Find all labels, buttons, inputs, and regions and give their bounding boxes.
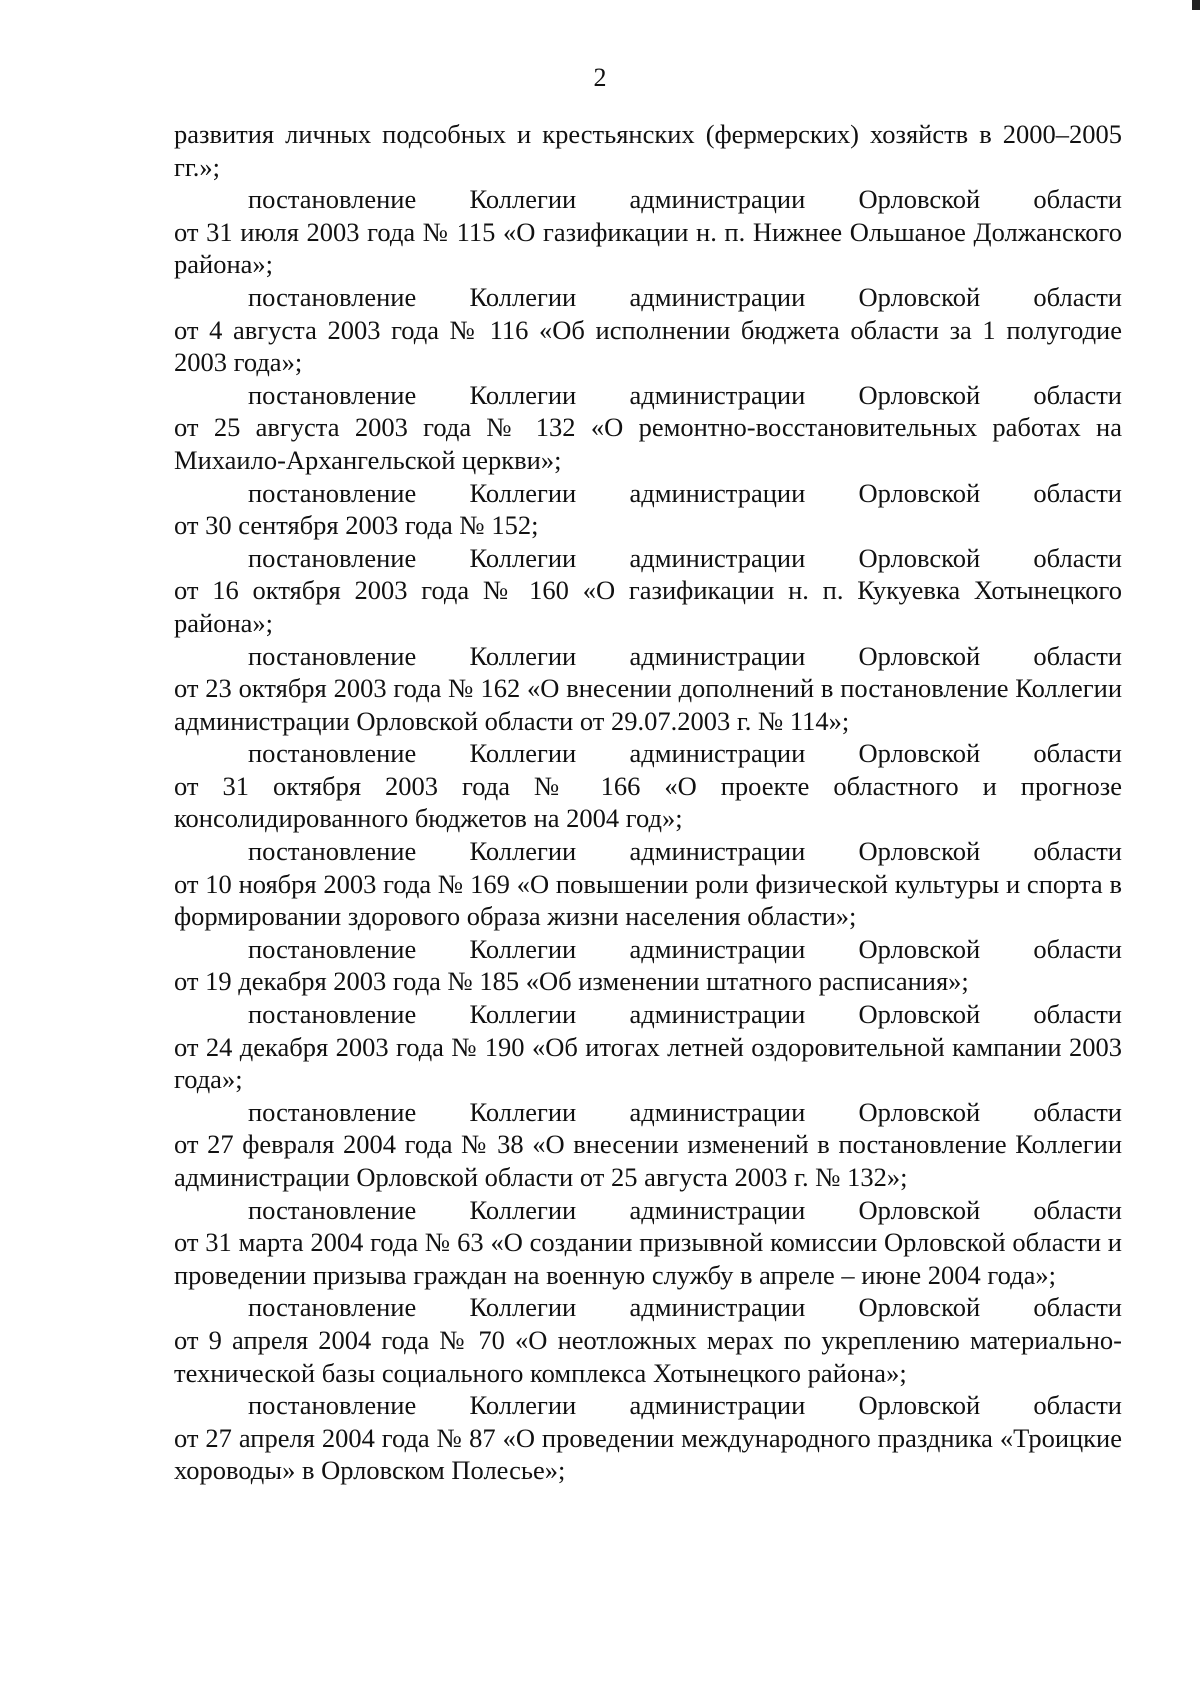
item-body: от 19 декабря 2003 года № 185 «Об изменении штатного расписания»;	[174, 966, 969, 997]
list-item	[174, 933, 1122, 998]
list-item	[174, 183, 1122, 281]
item-lead: постановление Коллегии администрации Орловской области	[248, 933, 1122, 964]
list-item	[174, 1291, 1122, 1389]
list-item	[174, 379, 1122, 477]
item-lead: постановление Коллегии администрации Орловской области	[248, 477, 1122, 508]
item-body: от 31 октября 2003 года № 166 «О проекте областного и прогнозе консолидированного бюджетов на 2004 год»;	[174, 770, 1122, 834]
item-body: от 16 октября 2003 года № 160 «О газификации н. п. Кукуевка Хотынецкого района»;	[174, 575, 1122, 638]
item-body: от 27 февраля 2004 года № 38 «О внесении изменений в постановление Коллегии администрации Орловской области от 25 августа 2003 г. № 132»;	[174, 1129, 1122, 1192]
item-lead: постановление Коллегии администрации Орловской области	[248, 184, 1122, 215]
item-lead: постановление Коллегии администрации Орловской области	[248, 379, 1122, 410]
paragraph-text: развития личных подсобных и крестьянских (фермерских) хозяйств в 2000–2005 гг.»;	[174, 119, 1122, 182]
list-item	[174, 1096, 1122, 1194]
list-item	[174, 1389, 1122, 1487]
list-item	[174, 542, 1122, 640]
item-lead: постановление Коллегии администрации Орловской области	[248, 1390, 1122, 1421]
item-lead: постановление Коллегии администрации Орловской области	[248, 640, 1122, 671]
item-body: от 27 апреля 2004 года № 87 «О проведении международного праздника «Троицкие хороводы» в Орловском Полесье»;	[174, 1422, 1122, 1486]
continuation-paragraph	[174, 118, 1122, 183]
item-body: от 10 ноября 2003 года № 169 «О повышении роли физической культуры и спорта в формировании здорового образа жизни населения области»;	[174, 868, 1122, 932]
page-number: 2	[593, 63, 607, 92]
list-item	[174, 998, 1122, 1096]
list-item	[174, 640, 1122, 738]
resolution-list	[174, 183, 1122, 1487]
item-body: от 31 марта 2004 года № 63 «О создании призывной комиссии Орловской области и проведении призыва граждан на военную службу в апреле – июне 2004 года»;	[174, 1227, 1122, 1290]
item-lead: постановление Коллегии администрации Орловской области	[248, 1194, 1122, 1225]
item-lead: постановление Коллегии администрации Орловской области	[248, 999, 1122, 1030]
document-body	[174, 118, 1122, 1487]
list-item	[174, 281, 1122, 379]
list-item	[174, 835, 1122, 933]
item-lead: постановление Коллегии администрации Орловской области	[248, 836, 1122, 867]
item-body: от 25 августа 2003 года № 132 «О ремонтно-восстановительных работах на Михаило-Архангельской церкви»;	[174, 412, 1122, 475]
item-body: от 30 сентября 2003 года № 152;	[174, 510, 539, 541]
list-item	[174, 1194, 1122, 1292]
list-item	[174, 737, 1122, 835]
item-body: от 23 октября 2003 года № 162 «О внесении дополнений в постановление Коллегии администрации Орловской области от 29.07.2003 г. № 114»;	[174, 673, 1122, 736]
item-lead: постановление Коллегии администрации Орловской области	[248, 281, 1122, 312]
item-body: от 31 июля 2003 года № 115 «О газификации н. п. Нижнее Ольшаное Должанского района»;	[174, 216, 1122, 280]
item-lead: постановление Коллегии администрации Орловской области	[248, 1292, 1122, 1323]
item-lead: постановление Коллегии администрации Орловской области	[248, 738, 1122, 769]
scan-mark-top-right	[1192, 0, 1200, 10]
item-body: от 24 декабря 2003 года № 190 «Об итогах летней оздоровительной кампании 2003 года»;	[174, 1031, 1122, 1095]
item-lead: постановление Коллегии администрации Орловской области	[248, 542, 1122, 573]
list-item	[174, 477, 1122, 542]
item-body: от 9 апреля 2004 года № 70 «О неотложных мерах по укреплению материально-технической базы социального комплекса Хотынецкого района»;	[174, 1324, 1122, 1388]
item-lead: постановление Коллегии администрации Орловской области	[248, 1096, 1122, 1127]
item-body: от 4 августа 2003 года № 116 «Об исполнении бюджета области за 1 полугодие 2003 года»;	[174, 314, 1122, 378]
